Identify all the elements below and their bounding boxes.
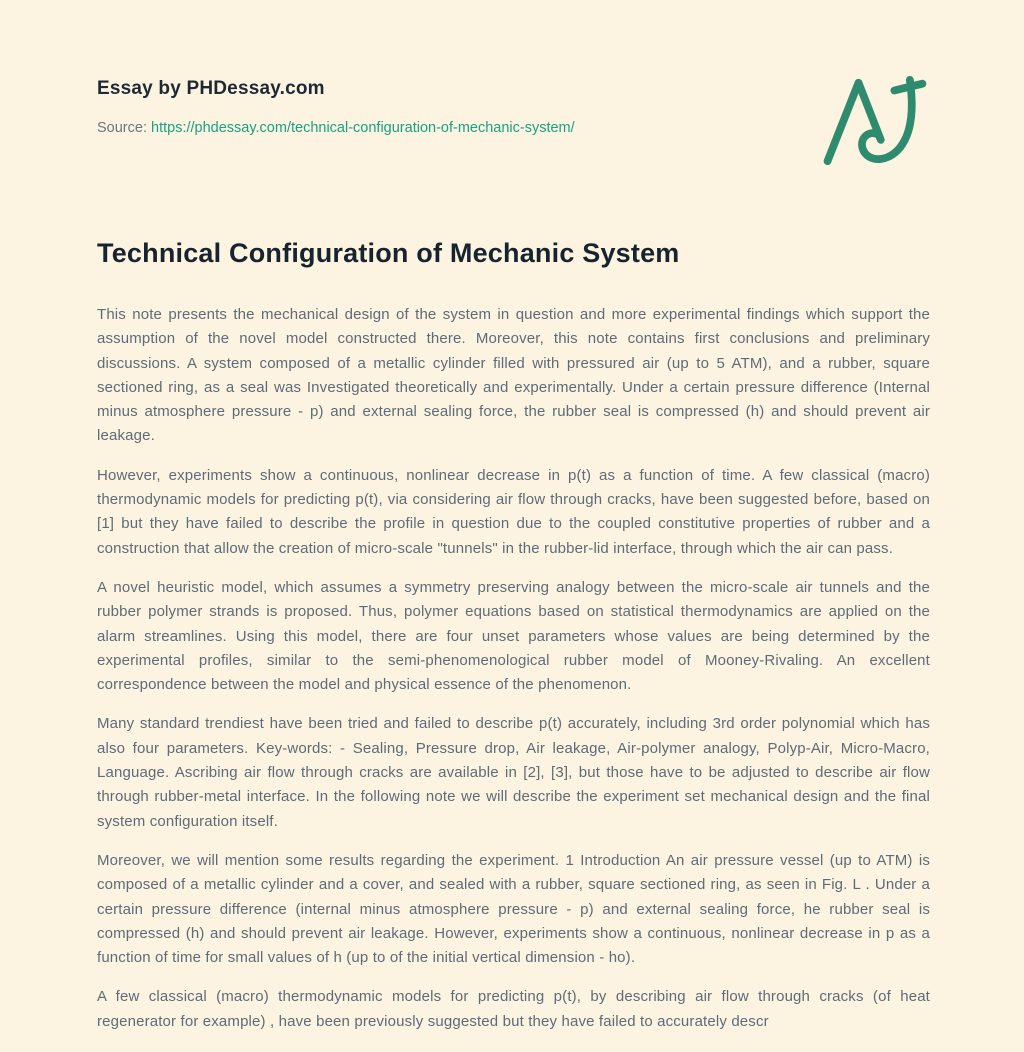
essay-title: Technical Configuration of Mechanic System: [97, 238, 680, 268]
header-text-block: [97, 78, 575, 136]
document-header: [97, 78, 930, 166]
paragraph: Many standard trendiest have been tried and failed to describe p(t) accurately, including 3rd order polynomial which has also four parameters. Key-words: - Sealing, Pressure drop, Air leakage, Air-polymer analogy, Polyp-Air, Micro-Macro, Language. Ascribing air flow through cracks are available in [2], [3], but those have to be adjusted to describe air flow through rubber-metal interface. In the following note we will describe the experiment set mechanical design and the final system configuration itself.: [97, 715, 930, 830]
phdessay-logo-svg: [818, 74, 930, 166]
source-line: [97, 120, 575, 136]
phdessay-logo-icon: [818, 74, 930, 166]
paragraph: However, experiments show a continuous, nonlinear decrease in p(t) as a function of time. A few classical (macro) thermodynamic models for predicting p(t), via considering air flow through cracks, have been suggested before, based on [1] but they have failed to describe the profile in question due to the coupled constitutive properties of rubber and a construction that allow the creation of micro-scale "tunnels" in the rubber-lid interface, through which the air can pass.: [97, 466, 930, 557]
paragraph: A novel heuristic model, which assumes a symmetry preserving analogy between the micro-scale air tunnels and the rubber polymer strands is proposed. Thus, polymer equations based on statistical thermodynamics are applied on the alarm streamlines. Using this model, there are four unset parameters whose values are being determined by the experimental profiles, similar to the semi-phenomenological rubber model of Mooney-Rivaling. An excellent correspondence between the model and physical essence of the phenomenon.: [97, 578, 930, 694]
source-label: Source:: [97, 120, 147, 136]
byline: Essay by PHDessay.com: [97, 78, 325, 99]
source-link[interactable]: https://phdessay.com/technical-configuration-of-mechanic-system/: [151, 120, 575, 136]
paragraph: A few classical (macro) thermodynamic models for predicting p(t), by describing air flow through cracks (of heat regenerator for example) , have been previously suggested but they have failed to accurately descr: [97, 988, 930, 1030]
paragraph: Moreover, we will mention some results regarding the experiment. 1 Introduction An air pressure vessel (up to ATM) is composed of a metallic cylinder and a cover, and sealed with a rubber, square sectioned ring, as seen in Fig. L . Under a certain pressure difference (internal minus atmosphere pressure - p) and external sealing force, he rubber seal is compressed (h) and should prevent air leakage. However, experiments show a continuous, nonlinear decrease in p as a function of time for small values of h (up to of the initial vertical dimension - ho).: [97, 851, 930, 967]
paragraph: This note presents the mechanical design of the system in question and more experimental findings which support the assumption of the novel model constructed there. Moreover, this note contains first conclusions and preliminary discussions. A system composed of a metallic cylinder filled with pressured air (up to 5 ATM), and a rubber, square sectioned ring, as a seal was Investigated theoretically and experimentally. Under a certain pressure difference (Internal minus atmosphere pressure - p) and external sealing force, the rubber seal is compressed (h) and should prevent air leakage.: [97, 306, 930, 445]
essay-body: [97, 303, 930, 1034]
